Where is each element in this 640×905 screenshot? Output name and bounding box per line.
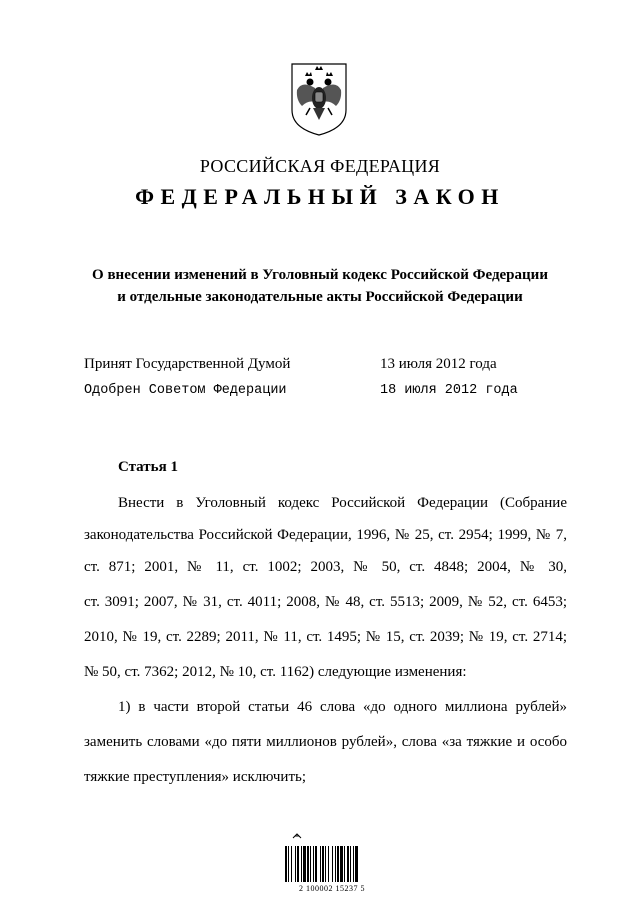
barcode	[281, 832, 383, 898]
article-text-line: ст. 871; 2001, № 11, ст. 1002; 2003, № 50, ст. 4848; 2004, № 30,	[84, 559, 567, 575]
article-text-line: 2010, № 19, ст. 2289; 2011, № 11, ст. 1495; № 15, ст. 2039; № 19, ст. 2714;	[84, 629, 567, 645]
article-text-line: заменить словами «до пяти миллионов рублей», слова «за тяжкие и особо	[84, 734, 567, 750]
article-text-line: Внести в Уголовный кодекс Российской Федерации (Собрание	[118, 495, 567, 511]
state-emblem-icon	[288, 60, 350, 138]
law-subject	[0, 264, 640, 308]
approval-date: 18 июля 2012 года	[380, 383, 518, 398]
adoption-label: Принят Государственной Думой	[84, 356, 291, 372]
law-subject-line: О внесении изменений в Уголовный кодекс Российской Федерации	[92, 267, 548, 283]
barcode-number: 2 100002 15237 5	[299, 884, 365, 893]
article-text-line: законодательства Российской Федерации, 1996, № 25, ст. 2954; 1999, № 7,	[84, 527, 567, 543]
law-subject-line: и отдельные законодательные акты Российской Федерации	[117, 289, 523, 305]
article-text-line: 1) в части второй статьи 46 слова «до одного миллиона рублей»	[118, 699, 567, 715]
adoption-date: 13 июля 2012 года	[380, 356, 497, 372]
article-text-line: № 50, ст. 7362; 2012, № 10, ст. 1162) следующие изменения:	[84, 664, 467, 680]
country-name: РОССИЙСКАЯ ФЕДЕРАЦИЯ	[199, 156, 441, 176]
barcode-icon	[281, 832, 383, 884]
article-heading: Статья 1	[118, 459, 178, 475]
approval-label: Одобрен Советом Федерации	[84, 383, 287, 398]
article-text-line: тяжкие преступления» исключить;	[84, 769, 307, 785]
article-text-line: ст. 3091; 2007, № 31, ст. 4011; 2008, № 48, ст. 5513; 2009, № 52, ст. 6453;	[84, 594, 567, 610]
law-type-title: ФЕДЕРАЛЬНЫЙ ЗАКОН	[135, 184, 505, 209]
